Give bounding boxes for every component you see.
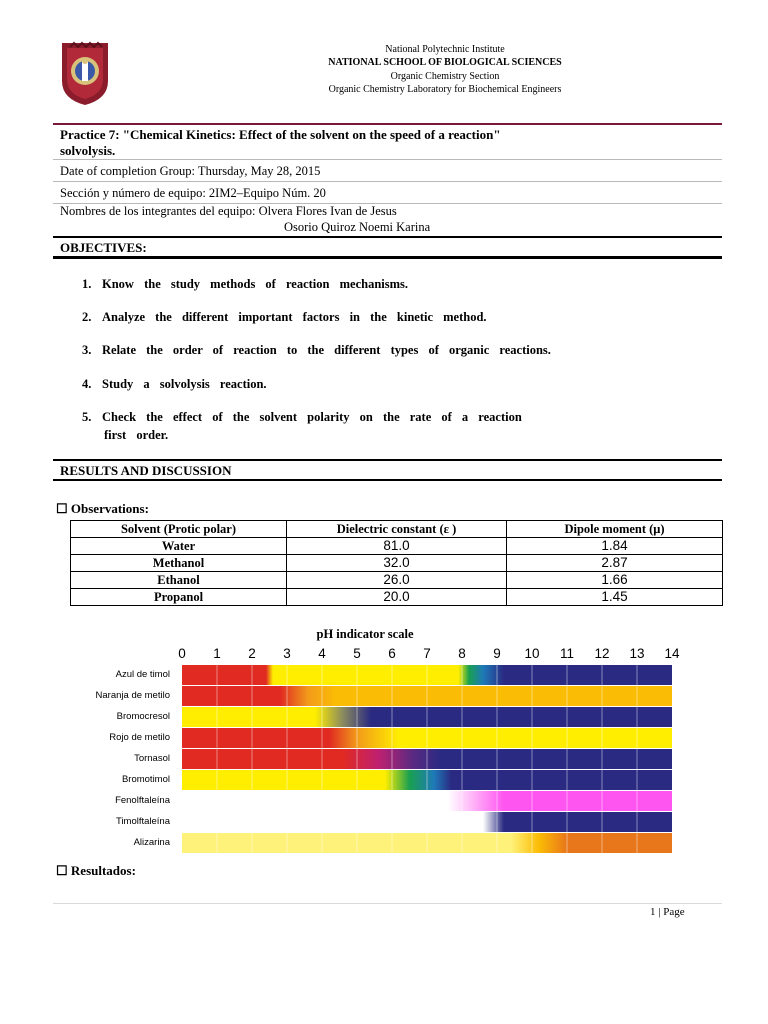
ph-indicator-name: Naranja de metilo [95, 690, 170, 701]
divider [53, 236, 722, 238]
dipole-moment: 1.84 [507, 538, 723, 555]
header-institute: National Polytechnic Institute [385, 44, 505, 55]
objective-item [82, 310, 487, 325]
solvent-name: Water [71, 538, 287, 555]
ph-tick-label: 7 [423, 646, 431, 661]
ph-indicator-band [182, 665, 672, 685]
ph-indicator-name: Alizarina [133, 837, 170, 848]
ph-tick-label: 11 [559, 646, 574, 661]
ph-indicator-name: Azul de timol [115, 669, 170, 680]
ph-tick-label: 0 [178, 646, 186, 661]
results-heading: RESULTS AND DISCUSSION [60, 463, 232, 478]
objective-text: Know the study methods of reaction mechanisms. [102, 277, 409, 291]
table-row [71, 555, 723, 572]
solvent-name: Propanol [71, 589, 287, 606]
ph-tick-label: 1 [213, 646, 221, 661]
objective-text: Check the effect of the solvent polarity on the rate of a reaction [102, 410, 522, 424]
completion-date: Date of completion Group: Thursday, May 28, 2015 [60, 164, 321, 178]
column-header: Solvent (Protic polar) [71, 521, 287, 538]
table-header-row [71, 521, 723, 538]
ph-tick-label: 13 [629, 646, 645, 661]
observations-heading: ☐ Observations: [56, 501, 149, 516]
ph-indicator-band [182, 812, 672, 832]
ph-tick-label: 4 [318, 646, 326, 661]
header-school: NATIONAL SCHOOL OF BIOLOGICAL SCIENCES [328, 57, 562, 68]
ph-indicator-name: Bromotimol [121, 774, 170, 785]
solvent-name: Ethanol [71, 572, 287, 589]
ph-tick-label: 14 [664, 646, 680, 661]
ph-tick-label: 8 [458, 646, 466, 661]
objective-number: 3. [82, 343, 92, 357]
objectives-heading: OBJECTIVES: [60, 240, 147, 255]
table-row [71, 589, 723, 606]
objective-item [82, 277, 408, 292]
objective-text: Relate the order of reaction to the different types of organic reactions. [102, 343, 551, 357]
objective-item [82, 343, 551, 358]
divider [53, 479, 722, 481]
ph-indicator-name: Timolftaleína [115, 816, 170, 827]
section-team-number: Sección y número de equipo: 2IM2–Equipo Núm. 20 [60, 186, 326, 200]
dipole-moment: 1.66 [507, 572, 723, 589]
objective-number: 4. [82, 377, 92, 391]
ph-indicator-band [182, 791, 672, 811]
team-members-label: Nombres de los integrantes del equipo: Olvera Flores Ivan de Jesus [60, 204, 397, 218]
ph-indicator-band [182, 833, 672, 853]
objective-number: 1. [82, 277, 92, 291]
ph-tick-label: 12 [594, 646, 610, 661]
solvent-name: Methanol [71, 555, 287, 572]
ph-tick-label: 6 [388, 646, 396, 661]
dielectric-constant: 26.0 [287, 572, 507, 589]
ph-indicator-band [182, 686, 672, 706]
practice-subtitle: solvolysis. [60, 143, 116, 158]
table-row [71, 572, 723, 589]
divider [53, 256, 722, 259]
ph-scale-title: pH indicator scale [316, 627, 414, 641]
objective-number: 2. [82, 310, 92, 324]
ph-indicator-band [182, 728, 672, 748]
ph-indicator-name: Rojo de metilo [109, 732, 170, 743]
divider [53, 181, 722, 182]
ph-tick-label: 5 [353, 646, 361, 661]
objective-item [82, 410, 522, 425]
objective-text: Study a solvolysis reaction. [102, 377, 267, 391]
ph-tick-label: 3 [283, 646, 291, 661]
team-member-2: Osorio Quiroz Noemi Karina [284, 220, 431, 234]
objective-item [82, 377, 267, 392]
ph-indicator-name: Bromocresol [116, 711, 170, 722]
header-section: Organic Chemistry Section [390, 71, 500, 82]
header-divider [53, 123, 722, 125]
results-subheading: ☐ Resultados: [56, 863, 136, 878]
ph-indicator-name: Tornasol [134, 753, 170, 764]
dipole-moment: 2.87 [507, 555, 723, 572]
dielectric-constant: 32.0 [287, 555, 507, 572]
solvent-properties-table [70, 520, 723, 606]
divider [53, 159, 722, 160]
objective-number: 5. [82, 410, 92, 424]
page-number: 1 | Page [650, 906, 685, 918]
ph-tick-label: 10 [524, 646, 540, 661]
ph-indicator-band [182, 770, 672, 790]
divider [53, 459, 722, 461]
table-row [71, 538, 723, 555]
ph-indicator-band [182, 749, 672, 769]
ph-indicator-band [182, 707, 672, 727]
dielectric-constant: 81.0 [287, 538, 507, 555]
institution-seal-logo [58, 41, 112, 107]
dipole-moment: 1.45 [507, 589, 723, 606]
ph-indicator-name: Fenolftaleína [115, 795, 170, 806]
ph-tick-label: 9 [493, 646, 501, 661]
column-header: Dipole moment (μ) [507, 521, 723, 538]
practice-title: Practice 7: "Chemical Kinetics: Effect of the solvent on the speed of a reaction" [60, 127, 501, 142]
footer-divider [53, 903, 722, 904]
objective-text: Analyze the different important factors in the kinetic method. [102, 310, 487, 324]
ph-tick-label: 2 [248, 646, 256, 661]
column-header: Dielectric constant (ε ) [287, 521, 507, 538]
header-laboratory: Organic Chemistry Laboratory for Biochemical Engineers [328, 84, 562, 95]
objective-continuation: first order. [104, 428, 169, 442]
dielectric-constant: 20.0 [287, 589, 507, 606]
